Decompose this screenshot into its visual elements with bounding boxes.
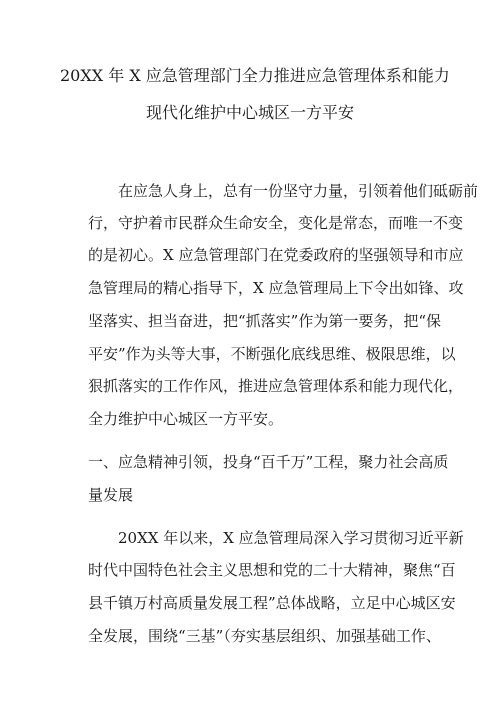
paragraph-1-line-8: 全力维护中心城区一方平安。 — [88, 410, 284, 428]
document-title-line-2: 现代化维护中心城区一方平安 — [145, 103, 354, 122]
document-title-line-1: 20XX 年 X 应急管理部门全力推进应急管理体系和能力 — [60, 66, 450, 85]
paragraph-2-line-4: 全发展，围绕“三基”（夯实基层组织、加强基础工作、 — [88, 627, 441, 645]
paragraph-2-line-3: 县千镇万村高质量发展工程”总体战略，立足中心城区安 — [88, 594, 456, 612]
paragraph-1-line-7: 狠抓落实的工作作风，推进应急管理体系和能力现代化， — [88, 377, 464, 395]
paragraph-2-line-1: 20XX 年以来，X 应急管理局深入学习贯彻习近平新 — [118, 529, 464, 547]
paragraph-1-line-6: 平安”作为头等大事，不断强化底线思维、极限思维，以 — [88, 345, 456, 363]
paragraph-2-line-2: 时代中国特色社会主义思想和党的二十大精神，聚焦“百 — [88, 561, 456, 579]
paragraph-1-line-5: 坚落实、担当奋进，把“抓落实”作为第一要务，把“保 — [88, 312, 442, 330]
paragraph-1-line-1: 在应急人身上，总有一份坚守力量，引领着他们砥砺前 — [118, 182, 479, 200]
section-heading-line-2: 量发展 — [88, 486, 134, 504]
paragraph-1-line-4: 急管理局的精心指导下，X 应急管理局上下令出如锋、攻 — [88, 279, 464, 297]
section-heading-line-1: 一、应急精神引领，投身“百千万”工程，聚力社会高质 — [88, 453, 449, 471]
paragraph-1-line-3: 的是初心。X 应急管理部门在党委政府的坚强领导和市应 — [88, 246, 464, 264]
paragraph-1-line-2: 行，守护着市民群众生命安全，变化是常态，而唯一不变 — [88, 214, 464, 232]
